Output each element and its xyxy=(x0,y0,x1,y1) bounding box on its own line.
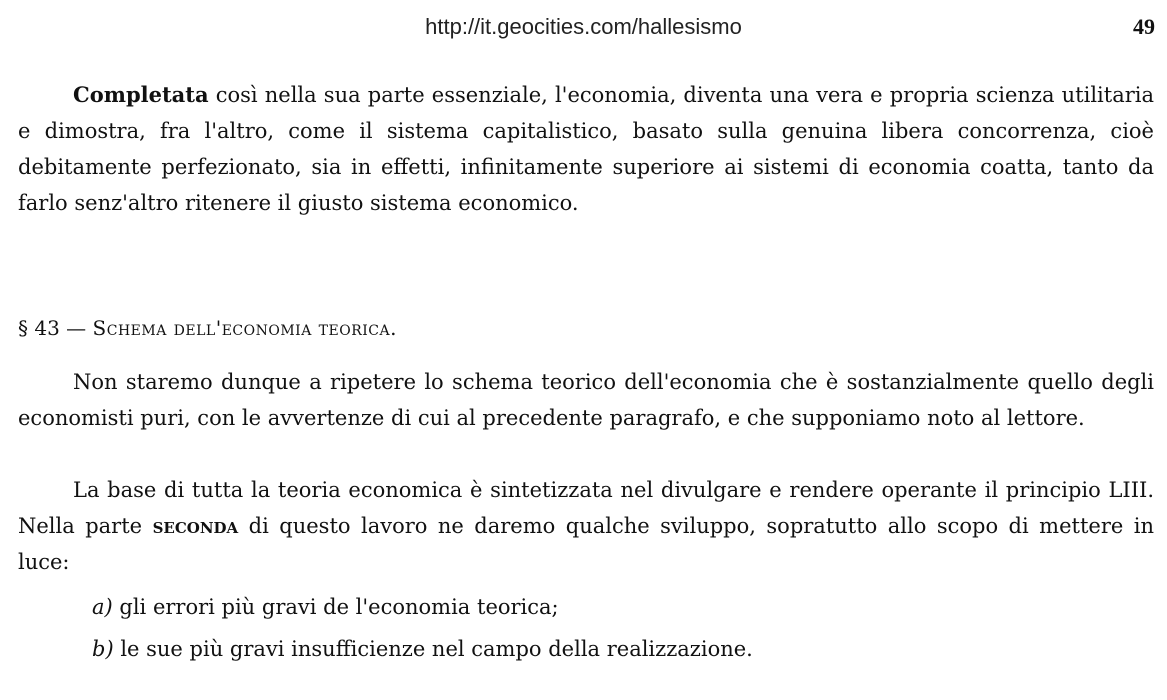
paragraph-1-text: così nella sua parte essenziale, l'economia, diventa una vera e propria scienza utilitaria e dimostra, fra l'altro, come il sistema capitalistico, basato sulla genuina libera concorrenza, cioè debitamente perfezionato, sia in effetti, infinitamente superiore ai sistemi di economia coatta, tanto da farlo senz'altro ritenere il giusto sistema economico. xyxy=(18,83,1154,215)
list-marker: b) xyxy=(92,637,114,661)
section-title: Schema dell'economia teorica. xyxy=(92,316,397,340)
list-marker: a) xyxy=(92,595,113,619)
list-item-text: gli errori più gravi de l'economia teorica; xyxy=(112,595,559,619)
page-number: 49 xyxy=(1133,14,1155,39)
section-heading xyxy=(18,310,397,346)
paragraph-3-emphasis: seconda xyxy=(152,513,239,538)
list-item-text: le sue più gravi insufficienze nel campo della realizzazione. xyxy=(113,637,753,661)
paragraph-1-lead: Completata xyxy=(73,82,209,107)
list-item xyxy=(92,589,559,625)
paragraph-1 xyxy=(18,77,1154,221)
paragraph-3 xyxy=(18,472,1154,580)
paragraph-2: Non staremo dunque a ripetere lo schema teorico dell'economia che è sostanzialmente quello degli economisti puri, con le avvertenze di cui al precedente paragrafo, e che supponiamo noto al lettore. xyxy=(18,370,1154,430)
list-item xyxy=(92,631,753,667)
paragraph-3-before: La base di tutta la teoria economica è sintetizzata nel divulgare e rendere operante il principio LIII. Nella parte xyxy=(18,478,1154,538)
header-url: http://it.geocities.com/hallesismo xyxy=(425,14,742,39)
paragraph-3-after: di questo lavoro ne daremo qualche sviluppo, sopratutto allo scopo di mettere in luce: xyxy=(18,514,1154,574)
section-number: § 43 — xyxy=(18,316,87,340)
